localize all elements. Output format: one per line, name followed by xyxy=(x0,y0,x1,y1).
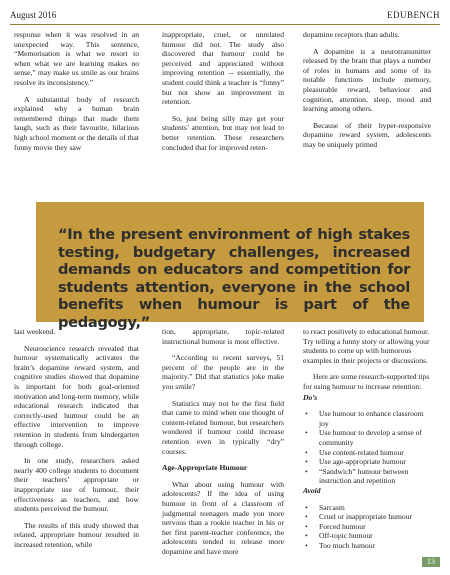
paragraph: Here are some research-supported tips for using humour to increase retention: xyxy=(303,372,430,391)
paragraph: last weekend. xyxy=(14,327,56,336)
dos-list xyxy=(303,409,431,486)
paragraph: inappropriate, cruel, or unrelated humour did not. The study also discovered that humour could be perceived and appreciated without improving retention -- essentially, the student could think a teacher is “funny” but not show an improvement in retention. xyxy=(162,30,284,107)
section-heading: Age-Appropriate Humour xyxy=(162,463,248,473)
top-column-3 xyxy=(303,30,431,150)
paragraph: What about using humour with adolescents? If the idea of using humour in front of a classroom of judgmental teenagers made you more nervous than a rookie teacher in his or her first parent-teacher conference, the adolescents tended to release more dopamine and have more xyxy=(162,479,284,556)
paragraph: to react positively to educational humour. Try telling a funny story or allowing your students to come up with humorous examples in their projects or discussions. xyxy=(303,327,430,365)
list-item: • Use age-appropriate humour xyxy=(303,457,431,467)
page-header xyxy=(10,10,440,25)
issue-date: August 2016 xyxy=(10,10,57,20)
paragraph: Neuroscience research revealed that humour systematically activates the brain’s dopamine reward system, and cognitive studies showed that dopamine is important for both goal-oriented motivation and long-term memory, while educational research indicated that correctly-used humour could be an effective intervention to improve retention in students from kindergarten through college. xyxy=(14,343,139,449)
avoid-list xyxy=(303,503,431,551)
paragraph: A substantial body of research explained why a human brain remembered things that made them laugh, such as their favourite, hilarious high school moment or the details of that funny movie they saw xyxy=(14,94,139,152)
paragraph: The results of this study showed that related, appropriate humour resulted in increased retention, while xyxy=(14,520,139,549)
paragraph: A dopamine is a neurotransmitter released by the brain that plays a number of roles in humans and some of its notable functions include memory, pleasurable reward, behaviour and cognition, attention, sleep, mood and learning among others. xyxy=(303,46,431,114)
list-item: • Off-topic humour xyxy=(303,531,431,541)
paragraph: In one study, researchers asked nearly 400 college students to document their teachers’ appropriate or inappropriate use of humour, their effectiveness as teachers, and how students perceived the humour. xyxy=(14,456,139,514)
paragraph: response when it was resolved in an unexpected way. This sentence, “Memorisation is what we resort to when what we are learning makes no sense,” may make us smile as our brains resolve its inconsistency.” xyxy=(14,30,139,87)
paragraph: Because of their hyper-responsive dopamine reward system, adolescents may be uniquely primed xyxy=(303,120,431,149)
list-item: • Forced humour xyxy=(303,522,431,532)
avoid-label: Avoid xyxy=(303,485,321,495)
top-column-2 xyxy=(162,30,284,152)
publication-name: EDUBENCH xyxy=(387,10,440,20)
bottom-column-2 xyxy=(162,327,284,556)
paragraph: Statistics may not be the first field that came to mind when one thought of content-related humour, but researchers wondered if humour could increase retention even in typically “dry” courses. xyxy=(162,398,284,456)
list-item: • Too much humour xyxy=(303,541,431,551)
dos-label: Do’s xyxy=(303,392,318,402)
paragraph: dopamine receptors than adults. xyxy=(303,30,400,39)
page-number: 13 xyxy=(422,557,440,567)
list-item: • Use content-related humour xyxy=(303,448,431,458)
top-column-1 xyxy=(14,30,139,152)
paragraph: “According to recent surveys, 51 percent of the people are in the majority.” Did that statistics joke make you smile? xyxy=(162,353,284,391)
list-item: • Use humour to enhance classroom joy xyxy=(303,409,431,428)
list-item: • Sarcasm xyxy=(303,503,431,513)
pull-quote: “In the present environment of high stakes testing, budgetary challenges, increased demands on educators and competition for students attention, everyone in the school benefits when humour is part of the pedagogy,” xyxy=(36,202,424,322)
list-item: • “Sandwich” humour between instruction and repetition xyxy=(303,467,431,486)
list-item: • Use humour to develop a sense of community xyxy=(303,428,431,447)
paragraph: tion, appropriate, topic-related instructional humour is most effective. xyxy=(162,327,284,346)
paragraph: So, just being silly may get your students’ attention, but may not lead to better retention. These researchers concluded that for improved reten- xyxy=(162,113,284,152)
bottom-column-3 xyxy=(303,327,431,550)
bottom-column-1 xyxy=(14,327,139,549)
list-item: • Cruel or inappropriate humour xyxy=(303,512,431,522)
